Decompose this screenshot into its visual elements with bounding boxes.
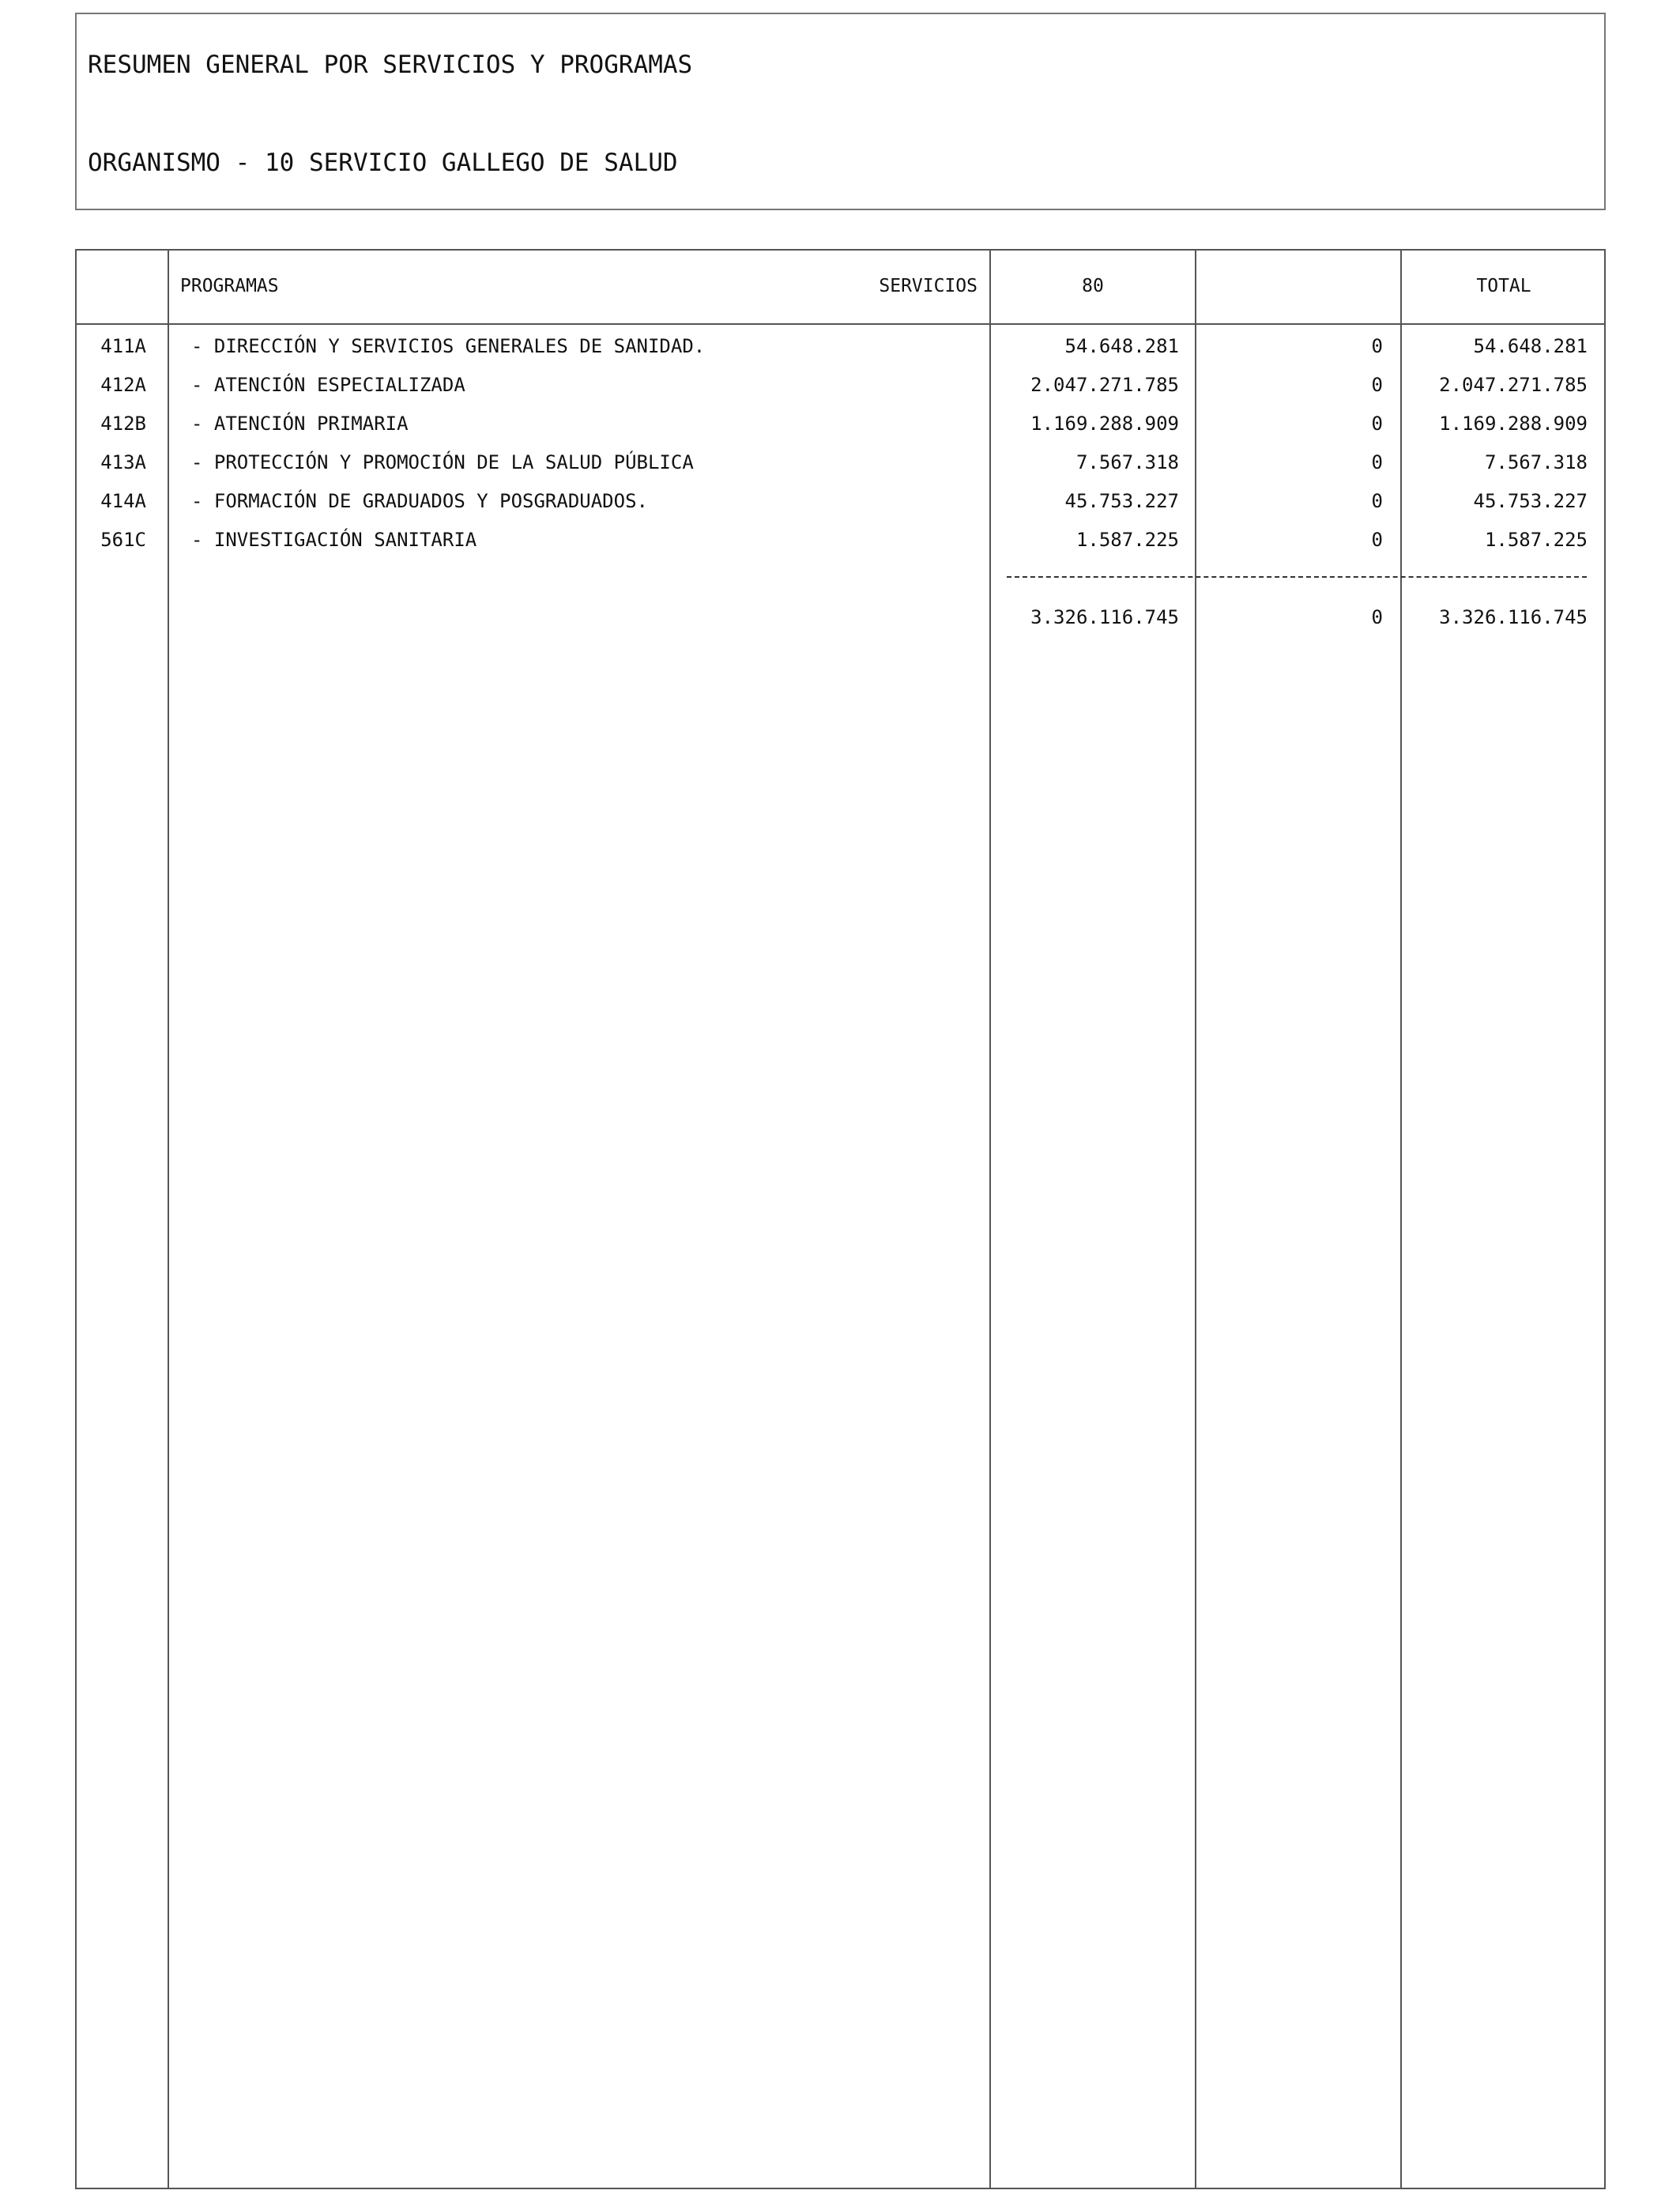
table-row [77, 482, 1604, 521]
program-description: - ATENCIÓN PRIMARIA [191, 413, 409, 435]
program-description: - DIRECCIÓN Y SERVICIOS GENERALES DE SANIDAD. [191, 335, 706, 357]
header-divider [77, 323, 1604, 325]
total-value: 7.567.318 [1484, 451, 1588, 473]
budget-table [75, 249, 1606, 2189]
service-80-value: 2.047.271.785 [1030, 374, 1179, 396]
total-value: 45.753.227 [1473, 490, 1588, 512]
table-row [77, 366, 1604, 405]
header-service-80: 80 [1082, 276, 1104, 296]
program-description: - INVESTIGACIÓN SANITARIA [191, 529, 477, 551]
service-80-value: 1.587.225 [1075, 529, 1179, 551]
program-code: 561C [100, 529, 146, 551]
total-value: 1.587.225 [1484, 529, 1588, 551]
header-servicios: SERVICIOS [879, 276, 977, 296]
other-value: 0 [1371, 451, 1383, 473]
totals-row [77, 598, 1604, 637]
header-total: TOTAL [1476, 276, 1531, 296]
other-value: 0 [1371, 374, 1383, 396]
table-row [77, 443, 1604, 482]
total-value: 54.648.281 [1473, 335, 1588, 357]
other-value: 0 [1371, 529, 1383, 551]
other-value: 0 [1371, 413, 1383, 435]
service-80-total: 3.326.116.745 [1030, 606, 1179, 628]
report-title: RESUMEN GENERAL POR SERVICIOS Y PROGRAMAS [88, 51, 693, 79]
table-row [77, 521, 1604, 560]
other-value: 0 [1371, 335, 1383, 357]
service-80-value: 45.753.227 [1064, 490, 1179, 512]
total-value: 1.169.288.909 [1439, 413, 1588, 435]
table-row [77, 327, 1604, 366]
program-description: - FORMACIÓN DE GRADUADOS Y POSGRADUADOS. [191, 490, 648, 512]
report-header [75, 13, 1606, 210]
program-description: - ATENCIÓN ESPECIALIZADA [191, 374, 465, 396]
header-programas: PROGRAMAS [180, 276, 279, 296]
service-80-value: 7.567.318 [1075, 451, 1179, 473]
program-code: 413A [100, 451, 146, 473]
total-value: 2.047.271.785 [1439, 374, 1588, 396]
other-value: 0 [1371, 490, 1383, 512]
table-row [77, 405, 1604, 443]
grand-total: 3.326.116.745 [1439, 606, 1588, 628]
service-80-value: 54.648.281 [1064, 335, 1179, 357]
totals-separator [1007, 576, 1587, 578]
program-code: 412A [100, 374, 146, 396]
program-code: 411A [100, 335, 146, 357]
other-total: 0 [1371, 606, 1383, 628]
organism-title: ORGANISMO - 10 SERVICIO GALLEGO DE SALUD [88, 149, 678, 177]
program-description: - PROTECCIÓN Y PROMOCIÓN DE LA SALUD PÚBLICA [191, 451, 694, 473]
program-code: 412B [100, 413, 146, 435]
program-code: 414A [100, 490, 146, 512]
service-80-value: 1.169.288.909 [1030, 413, 1179, 435]
